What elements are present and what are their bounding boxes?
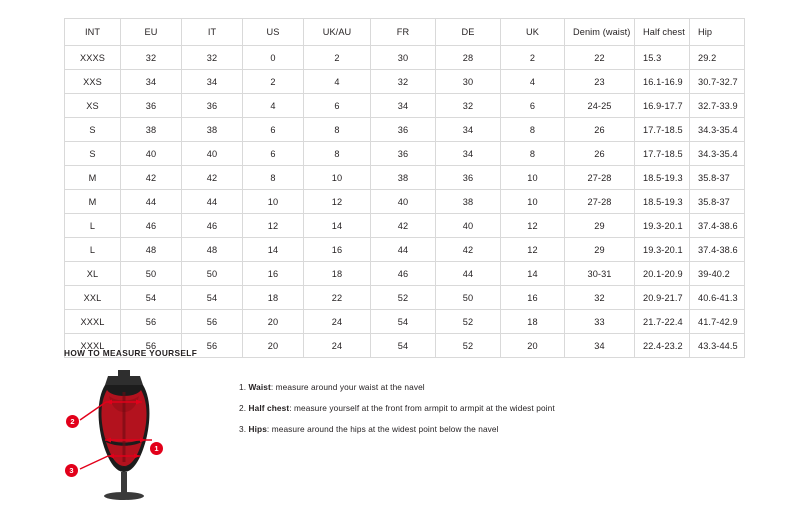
cell-de: 28 [436, 46, 501, 70]
marker-3: 3 [65, 464, 78, 477]
cell-us: 6 [243, 118, 304, 142]
cell-de: 34 [436, 142, 501, 166]
cell-half-chest: 18.5-19.3 [635, 190, 690, 214]
note-index: 3. [239, 424, 247, 434]
cell-us: 14 [243, 238, 304, 262]
table-row [65, 70, 745, 94]
cell-fr: 38 [371, 166, 436, 190]
cell-half-chest: 19.3-20.1 [635, 238, 690, 262]
cell-it: 40 [182, 142, 243, 166]
cell-half-chest: 19.3-20.1 [635, 214, 690, 238]
cell-uk: 10 [501, 190, 565, 214]
cell-uk: 20 [501, 334, 565, 358]
cell-half-chest: 17.7-18.5 [635, 118, 690, 142]
cell-fr: 46 [371, 262, 436, 286]
cell-uk: 10 [501, 166, 565, 190]
table-row [65, 118, 745, 142]
cell-it: 54 [182, 286, 243, 310]
table-row [65, 142, 745, 166]
note-text: : measure around your waist at the navel [270, 382, 425, 392]
cell-int: S [65, 118, 121, 142]
cell-it: 42 [182, 166, 243, 190]
table-row [65, 94, 745, 118]
cell-de: 42 [436, 238, 501, 262]
table-row [65, 166, 745, 190]
cell-denim-waist: 32 [565, 286, 635, 310]
measure-note-half-chest [239, 403, 555, 413]
cell-uk: 12 [501, 238, 565, 262]
cell-uk-au: 24 [304, 310, 371, 334]
cell-int: M [65, 190, 121, 214]
cell-de: 50 [436, 286, 501, 310]
column-header-hip: Hip [690, 19, 745, 46]
cell-hip: 29.2 [690, 46, 745, 70]
cell-it: 46 [182, 214, 243, 238]
cell-denim-waist: 22 [565, 46, 635, 70]
cell-hip: 37.4-38.6 [690, 238, 745, 262]
cell-de: 36 [436, 166, 501, 190]
cell-us: 8 [243, 166, 304, 190]
table-row [65, 214, 745, 238]
cell-eu: 56 [121, 334, 182, 358]
note-text: : measure around the hips at the widest point below the navel [266, 424, 499, 434]
cell-it: 32 [182, 46, 243, 70]
cell-fr: 44 [371, 238, 436, 262]
cell-int: XXXL [65, 310, 121, 334]
cell-denim-waist: 26 [565, 118, 635, 142]
cell-hip: 43.3-44.5 [690, 334, 745, 358]
cell-it: 36 [182, 94, 243, 118]
cell-us: 10 [243, 190, 304, 214]
cell-eu: 56 [121, 310, 182, 334]
cell-half-chest: 16.9-17.7 [635, 94, 690, 118]
measure-note-waist [239, 382, 555, 392]
cell-denim-waist: 24-25 [565, 94, 635, 118]
table-row [65, 310, 745, 334]
cell-denim-waist: 23 [565, 70, 635, 94]
cell-hip: 35.8-37 [690, 190, 745, 214]
cell-eu: 44 [121, 190, 182, 214]
cell-us: 20 [243, 334, 304, 358]
cell-de: 38 [436, 190, 501, 214]
cell-fr: 34 [371, 94, 436, 118]
column-header-int: INT [65, 19, 121, 46]
cell-uk: 12 [501, 214, 565, 238]
cell-us: 20 [243, 310, 304, 334]
measure-note-hips [239, 424, 555, 434]
table-row [65, 238, 745, 262]
cell-uk: 6 [501, 94, 565, 118]
note-term: Waist [248, 382, 271, 392]
marker-1: 1 [150, 442, 163, 455]
cell-half-chest: 17.7-18.5 [635, 142, 690, 166]
note-text: : measure yourself at the front from armpit to armpit at the widest point [289, 403, 555, 413]
how-to-measure-section [64, 348, 744, 503]
cell-uk-au: 14 [304, 214, 371, 238]
cell-uk: 8 [501, 142, 565, 166]
cell-uk-au: 24 [304, 334, 371, 358]
cell-hip: 34.3-35.4 [690, 142, 745, 166]
cell-uk: 18 [501, 310, 565, 334]
cell-de: 44 [436, 262, 501, 286]
cell-fr: 54 [371, 310, 436, 334]
cell-denim-waist: 34 [565, 334, 635, 358]
cell-de: 30 [436, 70, 501, 94]
cell-uk: 14 [501, 262, 565, 286]
cell-fr: 30 [371, 46, 436, 70]
cell-de: 34 [436, 118, 501, 142]
cell-half-chest: 21.7-22.4 [635, 310, 690, 334]
cell-us: 6 [243, 142, 304, 166]
note-term: Hips [248, 424, 267, 434]
cell-uk-au: 2 [304, 46, 371, 70]
cell-de: 40 [436, 214, 501, 238]
cell-us: 0 [243, 46, 304, 70]
cell-fr: 40 [371, 190, 436, 214]
cell-uk-au: 12 [304, 190, 371, 214]
cell-denim-waist: 30-31 [565, 262, 635, 286]
cell-it: 34 [182, 70, 243, 94]
cell-denim-waist: 27-28 [565, 190, 635, 214]
cell-int: L [65, 238, 121, 262]
cell-denim-waist: 26 [565, 142, 635, 166]
cell-us: 4 [243, 94, 304, 118]
cell-half-chest: 16.1-16.9 [635, 70, 690, 94]
cell-uk: 8 [501, 118, 565, 142]
cell-int: XS [65, 94, 121, 118]
cell-denim-waist: 29 [565, 214, 635, 238]
cell-int: XXL [65, 286, 121, 310]
cell-int: M [65, 166, 121, 190]
cell-hip: 32.7-33.9 [690, 94, 745, 118]
cell-uk-au: 8 [304, 118, 371, 142]
cell-half-chest: 20.9-21.7 [635, 286, 690, 310]
cell-denim-waist: 27-28 [565, 166, 635, 190]
column-header-half-chest: Half chest [635, 19, 690, 46]
mannequin-illustration [64, 368, 184, 503]
cell-uk: 16 [501, 286, 565, 310]
cell-it: 44 [182, 190, 243, 214]
measure-notes [239, 382, 555, 445]
cell-half-chest: 22.4-23.2 [635, 334, 690, 358]
cell-hip: 34.3-35.4 [690, 118, 745, 142]
cell-fr: 54 [371, 334, 436, 358]
cell-us: 16 [243, 262, 304, 286]
cell-int: XXXL [65, 334, 121, 358]
cell-int: XL [65, 262, 121, 286]
cell-uk: 2 [501, 46, 565, 70]
cell-it: 38 [182, 118, 243, 142]
cell-uk-au: 22 [304, 286, 371, 310]
table-header-row [65, 19, 745, 46]
table-row [65, 46, 745, 70]
cell-it: 50 [182, 262, 243, 286]
table-row [65, 286, 745, 310]
marker-2: 2 [66, 415, 79, 428]
cell-de: 52 [436, 334, 501, 358]
cell-half-chest: 15.3 [635, 46, 690, 70]
cell-hip: 41.7-42.9 [690, 310, 745, 334]
column-header-it: IT [182, 19, 243, 46]
cell-half-chest: 18.5-19.3 [635, 166, 690, 190]
cell-eu: 36 [121, 94, 182, 118]
cell-us: 18 [243, 286, 304, 310]
cell-uk-au: 10 [304, 166, 371, 190]
cell-eu: 38 [121, 118, 182, 142]
cell-fr: 36 [371, 118, 436, 142]
cell-hip: 40.6-41.3 [690, 286, 745, 310]
cell-eu: 48 [121, 238, 182, 262]
cell-eu: 50 [121, 262, 182, 286]
cell-uk-au: 8 [304, 142, 371, 166]
note-index: 1. [239, 382, 247, 392]
cell-int: S [65, 142, 121, 166]
cell-denim-waist: 33 [565, 310, 635, 334]
cell-fr: 52 [371, 286, 436, 310]
cell-uk-au: 16 [304, 238, 371, 262]
column-header-uk-au: UK/AU [304, 19, 371, 46]
cell-eu: 34 [121, 70, 182, 94]
cell-fr: 32 [371, 70, 436, 94]
note-index: 2. [239, 403, 247, 413]
cell-de: 32 [436, 94, 501, 118]
cell-eu: 40 [121, 142, 182, 166]
cell-us: 12 [243, 214, 304, 238]
cell-uk: 4 [501, 70, 565, 94]
cell-eu: 42 [121, 166, 182, 190]
cell-denim-waist: 29 [565, 238, 635, 262]
cell-us: 2 [243, 70, 304, 94]
cell-uk-au: 18 [304, 262, 371, 286]
cell-uk-au: 6 [304, 94, 371, 118]
cell-it: 56 [182, 334, 243, 358]
size-chart-container [64, 18, 738, 358]
size-chart-table [64, 18, 745, 358]
column-header-eu: EU [121, 19, 182, 46]
column-header-denim-waist: Denim (waist) [565, 19, 635, 46]
cell-fr: 36 [371, 142, 436, 166]
how-to-measure-body [64, 368, 744, 503]
cell-hip: 30.7-32.7 [690, 70, 745, 94]
cell-eu: 54 [121, 286, 182, 310]
cell-half-chest: 20.1-20.9 [635, 262, 690, 286]
note-term: Half chest [248, 403, 290, 413]
cell-it: 48 [182, 238, 243, 262]
column-header-fr: FR [371, 19, 436, 46]
column-header-de: DE [436, 19, 501, 46]
cell-hip: 35.8-37 [690, 166, 745, 190]
cell-it: 56 [182, 310, 243, 334]
cell-int: XXS [65, 70, 121, 94]
cell-fr: 42 [371, 214, 436, 238]
cell-hip: 37.4-38.6 [690, 214, 745, 238]
cell-eu: 46 [121, 214, 182, 238]
cell-hip: 39-40.2 [690, 262, 745, 286]
cell-eu: 32 [121, 46, 182, 70]
mannequin-figure [64, 368, 184, 503]
column-header-us: US [243, 19, 304, 46]
table-row [65, 262, 745, 286]
how-to-measure-title: HOW TO MEASURE YOURSELF [64, 348, 198, 358]
cell-int: L [65, 214, 121, 238]
column-header-uk: UK [501, 19, 565, 46]
cell-int: XXXS [65, 46, 121, 70]
table-row [65, 190, 745, 214]
cell-uk-au: 4 [304, 70, 371, 94]
cell-de: 52 [436, 310, 501, 334]
